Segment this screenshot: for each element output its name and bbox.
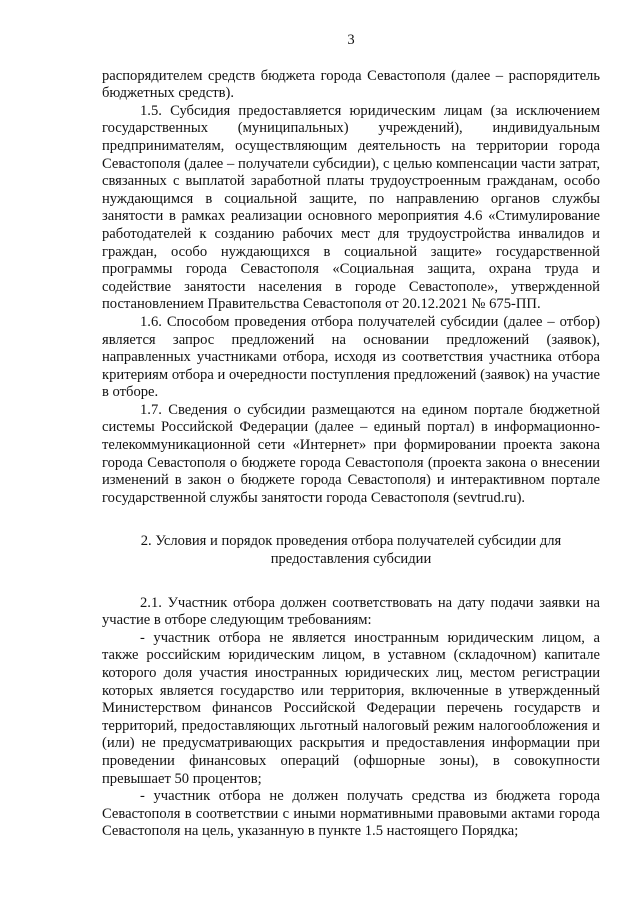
page-number: 3 xyxy=(347,32,355,48)
bullet-item-1: - участник отбора не является иностранным юридическим лицом, а также российским юридическим лицом, в уставном (складочном) капитале которого доля участия иностранных юридических лиц, местом регистрации которых является государство или территория, включенные в утвержденный Министерством финансов Российской Федерации перечень государств и территорий, предоставляющих льготный налоговый режим налогообложения и (или) не предусматривающих раскрытия и предоставления информации при проведении финансовых операций (офшорные зоны), в совокупности превышает 50 процентов; xyxy=(102,629,600,787)
paragraph-1-6: 1.6. Способом проведения отбора получателей субсидии (далее – отбор) является запрос предложений на основании предложений (заявок), направленных участниками отбора, исходя из соответствия участника отбора критериям отбора и очередности поступления предложений (заявок) на участие в отборе. xyxy=(102,313,600,401)
paragraph-2-1: 2.1. Участник отбора должен соответствовать на дату подачи заявки на участие в отборе следующим требованиям: xyxy=(102,594,600,629)
section-title: 2. Условия и порядок проведения отбора получателей субсидии для предоставления субсидии xyxy=(140,533,562,568)
paragraph-continuation: распорядителем средств бюджета города Севастополя (далее – распорядитель бюджетных средств). xyxy=(102,67,600,102)
paragraph-1-7: 1.7. Сведения о субсидии размещаются на едином портале бюджетной системы Российской Федерации (далее – единый портал) в информационно-телекоммуникационной сети «Интернет» при формировании проекта закона города Севастополя о бюджете города Севастополя (проекта закона о внесении изменений в закон о бюджете города Севастополя) и интерактивном портале государственной службы занятости города Севастополя (sevtrud.ru). xyxy=(102,401,600,506)
paragraph-1-5: 1.5. Субсидия предоставляется юридическим лицам (за исключением государственных (муниципальных) учреждений), индивидуальным предпринимателям, осуществляющим деятельность на территории города Севастополя (далее – получатели субсидии), с целью компенсации части затрат, связанных с выплатой заработной платы трудоустроенным гражданам, особо нуждающимся в социальной защите, по направлению органов службы занятости в рамках реализации основного мероприятия 4.6 «Стимулирование работодателей к созданию рабочих мест для трудоустройства инвалидов и граждан, особо нуждающихся в социальной защите» государственной программы города Севастополя «Социальная защита, охрана труда и содействие занятости населения в городе Севастополе», утвержденной постановлением Правительства Севастополя от 20.12.2021 № 675-ПП. xyxy=(102,102,600,313)
bullet-item-2: - участник отбора не должен получать средства из бюджета города Севастополя в соответствии с иными нормативными правовыми актами города Севастополя на цель, указанную в пункте 1.5 настоящего Порядка; xyxy=(102,788,600,840)
